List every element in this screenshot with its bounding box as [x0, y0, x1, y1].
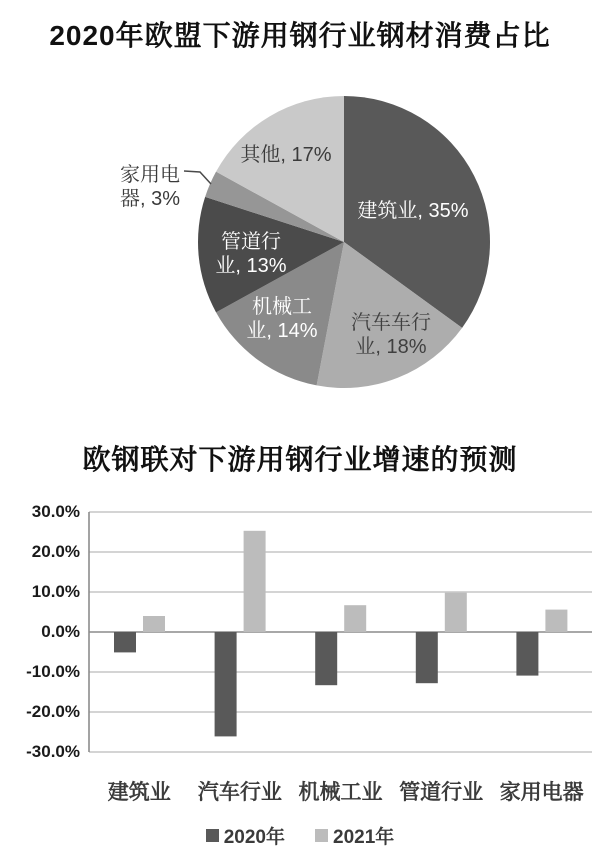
bar-chart-y-axis	[0, 501, 80, 763]
bar-chart-legend	[0, 822, 600, 849]
bar-2020年-汽车行业	[215, 632, 237, 736]
y-tick-label: 0.0%	[41, 622, 80, 641]
pie-chart	[0, 80, 600, 420]
y-tick-label: -10.0%	[26, 662, 80, 681]
legend-label-2021: 2021年	[333, 827, 395, 848]
y-tick-label: 30.0%	[31, 502, 80, 521]
bar-2020年-家用电器	[516, 632, 538, 676]
legend-swatch-2021	[315, 829, 328, 842]
y-tick-label: 10.0%	[31, 582, 80, 601]
x-category-label: 机械工业	[298, 781, 383, 804]
y-tick-label: 20.0%	[31, 542, 80, 561]
pie-leader-line	[184, 171, 211, 184]
bar-2020年-建筑业	[114, 632, 136, 652]
pie-slice-label-2: 机械工业, 14%	[246, 296, 318, 343]
legend-item-2020	[206, 822, 285, 849]
x-category-label: 汽车行业	[197, 781, 282, 804]
x-category-label: 建筑业	[107, 781, 171, 804]
bar-2020年-机械工业	[315, 632, 337, 685]
y-tick-label: -30.0%	[26, 742, 80, 761]
bar-chart	[0, 495, 600, 765]
bar-2021年-建筑业	[143, 616, 165, 632]
pie-slice-label-1: 汽车车行业, 18%	[351, 312, 431, 359]
bar-2021年-汽车行业	[244, 531, 266, 632]
bar-chart-x-axis	[89, 776, 592, 806]
legend-item-2021	[315, 822, 394, 849]
x-category-label: 家用电器	[499, 781, 584, 804]
pie-slice-label-3: 管道行业, 13%	[215, 231, 287, 278]
bar-chart-title: 欧钢联对下游用钢行业增速的预测	[82, 444, 518, 475]
bar-2021年-家用电器	[545, 610, 567, 632]
pie-slice-label-5: 其他, 17%	[240, 144, 332, 167]
bar-2021年-机械工业	[344, 605, 366, 632]
pie-slice-label-0: 建筑业, 35%	[357, 200, 469, 223]
bar-2021年-管道行业	[445, 593, 467, 632]
x-category-label: 管道行业	[399, 781, 484, 804]
legend-label-2020: 2020年	[223, 827, 285, 848]
legend-swatch-2020	[206, 829, 219, 842]
pie-chart-title: 2020年欧盟下游用钢行业钢材消费占比	[49, 20, 551, 51]
pie-slice-label-4: 家用电器, 3%	[119, 164, 181, 211]
y-tick-label: -20.0%	[26, 702, 80, 721]
bar-2020年-管道行业	[416, 632, 438, 683]
